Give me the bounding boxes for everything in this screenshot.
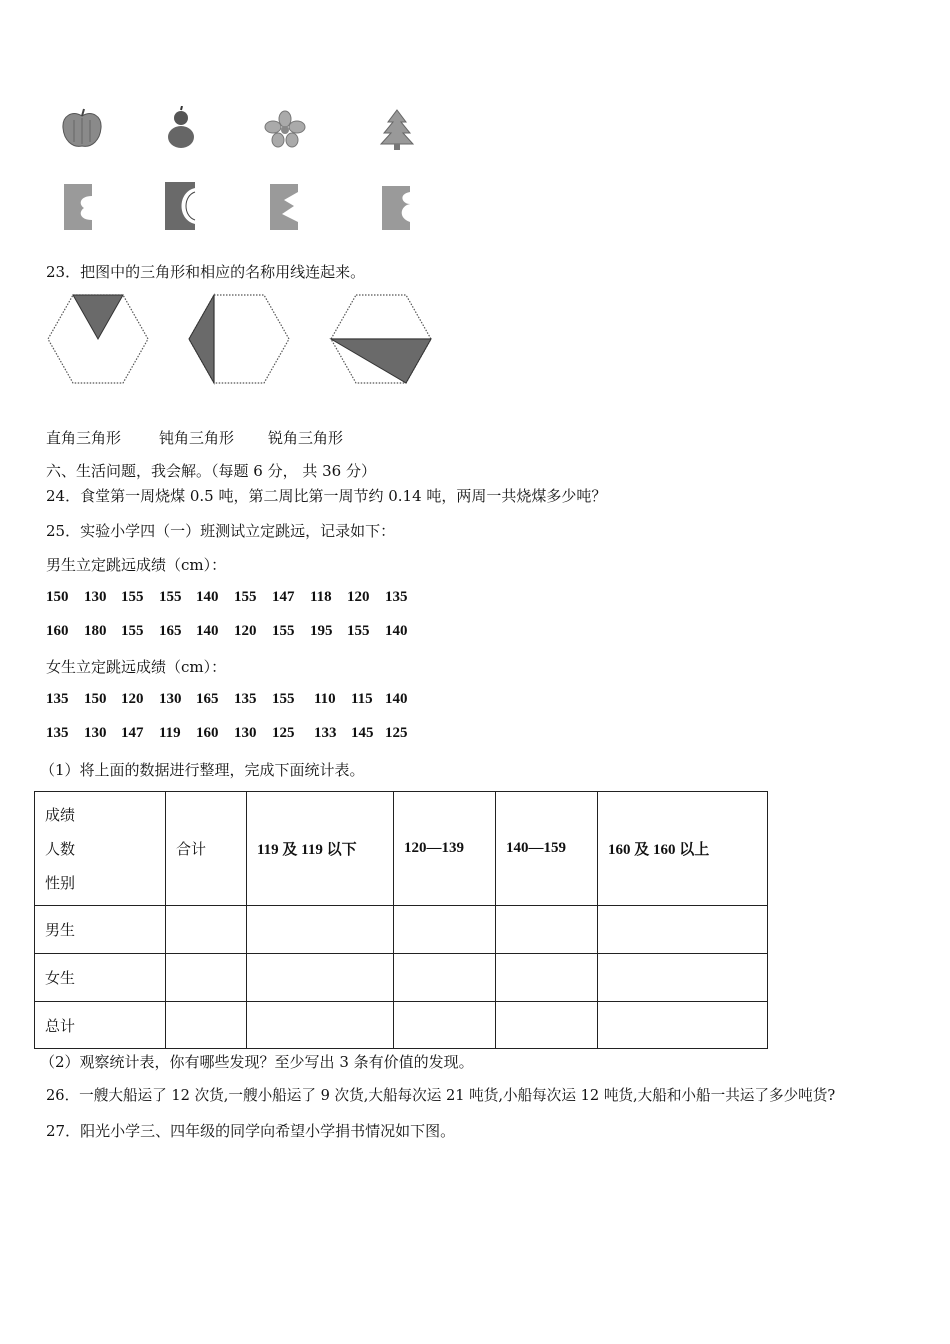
question-25: 25．实验小学四（一）班测试立定跳远，记录如下： <box>46 522 396 540</box>
boys-label: 男生立定跳远成绩（cm）： <box>46 556 227 574</box>
score: 130 <box>159 691 182 707</box>
score: 110 <box>314 691 336 707</box>
score: 125 <box>385 725 408 741</box>
score: 125 <box>272 725 295 741</box>
score: 155 <box>347 623 370 639</box>
answer-cell[interactable] <box>247 906 394 954</box>
score: 140 <box>385 623 408 639</box>
hexagon-obtuse-triangle <box>329 293 433 385</box>
score: 150 <box>46 589 69 605</box>
answer-cell[interactable] <box>166 906 247 954</box>
cutout-card-crescent-icon <box>163 180 201 232</box>
score: 155 <box>272 623 295 639</box>
answer-cell[interactable] <box>394 954 496 1002</box>
answer-cell[interactable] <box>598 1002 768 1049</box>
flower-icon <box>264 110 306 148</box>
score: 147 <box>272 589 295 605</box>
question-23: 23．把图中的三角形和相应的名称用线连起来。 <box>46 263 366 281</box>
cutout-card-leaf-icon <box>62 182 100 232</box>
score: 115 <box>351 691 373 707</box>
score: 130 <box>234 725 257 741</box>
score: 155 <box>159 589 182 605</box>
score: 135 <box>385 589 408 605</box>
score: 155 <box>121 623 144 639</box>
score: 145 <box>351 725 374 741</box>
score: 140 <box>196 589 219 605</box>
score: 140 <box>385 691 408 707</box>
row-label-girls: 女生 <box>35 954 166 1002</box>
answer-cell[interactable] <box>598 954 768 1002</box>
question-27: 27．阳光小学三、四年级的同学向希望小学捐书情况如下图。 <box>46 1122 456 1140</box>
section-heading: 六、生活问题，我会解。（每题 6 分， 共 36 分） <box>46 462 376 480</box>
question-24: 24．食堂第一周烧煤 0.5 吨，第二周比第一周节约 0.14 吨，两周一共烧煤多少吨？ <box>46 487 607 505</box>
score: 120 <box>121 691 144 707</box>
score: 155 <box>121 589 144 605</box>
answer-cell[interactable] <box>496 954 598 1002</box>
score: 140 <box>196 623 219 639</box>
score: 130 <box>84 725 107 741</box>
score: 155 <box>272 691 295 707</box>
label-right-triangle: 直角三角形 <box>46 429 122 447</box>
answer-cell[interactable] <box>247 1002 394 1049</box>
score: 135 <box>234 691 257 707</box>
score: 160 <box>46 623 69 639</box>
score: 195 <box>310 623 333 639</box>
table-row <box>35 1002 768 1049</box>
table-header-row <box>35 792 768 906</box>
header-120-139: 120—139 <box>394 792 496 906</box>
answer-cell[interactable] <box>166 954 247 1002</box>
score: 135 <box>46 725 69 741</box>
hexagon-right-triangle <box>187 293 291 385</box>
label-acute-triangle: 锐角三角形 <box>268 429 344 447</box>
score: 133 <box>314 725 337 741</box>
tree-icon <box>378 108 416 150</box>
score: 120 <box>234 623 257 639</box>
score: 119 <box>159 725 181 741</box>
part-1-instruction: （1）将上面的数据进行整理，完成下面统计表。 <box>40 761 365 779</box>
answer-cell[interactable] <box>598 906 768 954</box>
row-label-total: 总计 <box>35 1002 166 1049</box>
score: 147 <box>121 725 144 741</box>
answer-cell[interactable] <box>496 1002 598 1049</box>
table-row <box>35 954 768 1002</box>
cutout-card-wave-icon <box>380 182 414 232</box>
answer-cell[interactable] <box>496 906 598 954</box>
row-label-boys: 男生 <box>35 906 166 954</box>
score: 180 <box>84 623 107 639</box>
table-row <box>35 906 768 954</box>
score: 130 <box>84 589 107 605</box>
label-obtuse-triangle: 钝角三角形 <box>159 429 235 447</box>
score: 120 <box>347 589 370 605</box>
answer-cell[interactable] <box>394 906 496 954</box>
question-26: 26．一艘大船运了 12 次货,一艘小船运了 9 次货,大船每次运 21 吨货,小船每次运 12 吨货,大船和小船一共运了多少吨货? <box>46 1087 836 1104</box>
cutout-card-zigzag-icon <box>268 182 304 232</box>
answer-cell[interactable] <box>394 1002 496 1049</box>
score: 165 <box>196 691 219 707</box>
corner-label-count: 人数 <box>45 839 76 858</box>
score: 160 <box>196 725 219 741</box>
apple-icon <box>60 108 104 150</box>
corner-label-score: 成绩 <box>45 805 76 824</box>
corner-label-gender: 性别 <box>45 873 76 892</box>
statistics-table <box>34 791 768 1049</box>
header-119-below: 119 及 119 以下 <box>247 792 394 906</box>
header-140-159: 140—159 <box>496 792 598 906</box>
score: 150 <box>84 691 107 707</box>
answer-cell[interactable] <box>166 1002 247 1049</box>
part-2-instruction: （2）观察统计表，你有哪些发现？至少写出 3 条有价值的发现。 <box>40 1053 474 1071</box>
gourd-icon <box>165 106 197 150</box>
header-160-above: 160 及 160 以上 <box>598 792 768 906</box>
hexagon-acute-triangle <box>46 293 150 385</box>
score: 155 <box>234 589 257 605</box>
header-total: 合计 <box>166 792 247 906</box>
score: 135 <box>46 691 69 707</box>
score: 118 <box>310 589 332 605</box>
corner-header-cell <box>35 792 166 906</box>
girls-label: 女生立定跳远成绩（cm）： <box>46 658 227 676</box>
answer-cell[interactable] <box>247 954 394 1002</box>
score: 165 <box>159 623 182 639</box>
